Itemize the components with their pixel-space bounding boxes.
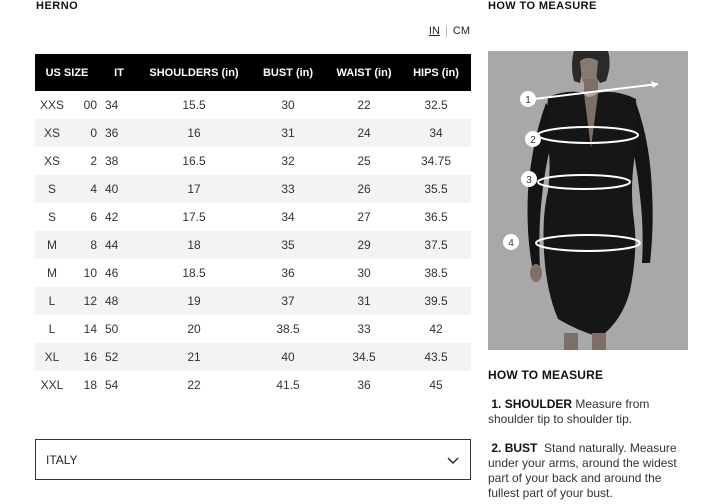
cell-us-size bbox=[35, 371, 99, 399]
step-shoulder bbox=[488, 397, 688, 427]
step-title: SHOULDER bbox=[504, 397, 573, 411]
cell-us-size bbox=[35, 259, 99, 287]
cell-shoulders: 16 bbox=[187, 126, 201, 140]
cell-us-size bbox=[35, 147, 99, 175]
cell-it-number: 54 bbox=[105, 378, 119, 392]
cell-it-code: 8 bbox=[90, 238, 97, 252]
svg-text:1: 1 bbox=[525, 95, 531, 106]
cell-us-size bbox=[35, 231, 99, 259]
cell-us-size bbox=[35, 175, 99, 203]
table-row bbox=[35, 203, 471, 231]
unit-in-link[interactable]: IN bbox=[428, 25, 440, 37]
cell-it-number: 52 bbox=[105, 350, 119, 364]
marker-1 bbox=[520, 91, 536, 107]
size-chart-body bbox=[35, 91, 471, 399]
how-to-measure-heading: HOW TO MEASURE bbox=[488, 368, 604, 382]
table-header-row bbox=[35, 54, 471, 91]
cell-bust: 36 bbox=[281, 266, 295, 280]
cell-hips: 37.5 bbox=[424, 238, 448, 252]
cell-bust: 41.5 bbox=[276, 378, 300, 392]
cell-it-number: 48 bbox=[105, 294, 119, 308]
country-select[interactable] bbox=[35, 439, 471, 480]
cell-waist: 36 bbox=[357, 378, 371, 392]
table-row bbox=[35, 343, 471, 371]
cell-us-size-text: M bbox=[47, 238, 57, 252]
table-row bbox=[35, 315, 471, 343]
cell-hips: 43.5 bbox=[424, 350, 448, 364]
cell-bust: 32 bbox=[281, 154, 295, 168]
cell-shoulders: 18.5 bbox=[182, 266, 206, 280]
cell-shoulders: 19 bbox=[187, 294, 201, 308]
cell-it-code: 4 bbox=[90, 182, 97, 196]
cell-hips: 36.5 bbox=[424, 210, 448, 224]
cell-us-size-text: M bbox=[47, 266, 57, 280]
marker-3 bbox=[521, 171, 537, 187]
cell-hips: 39.5 bbox=[424, 294, 448, 308]
cell-us-size-text: XXS bbox=[39, 98, 64, 112]
unit-toggle bbox=[429, 25, 470, 37]
cell-us-size-text: L bbox=[48, 294, 56, 308]
cell-shoulders: 15.5 bbox=[182, 98, 206, 112]
unit-divider bbox=[446, 26, 447, 37]
step-bust bbox=[488, 441, 688, 501]
cell-us-size-text: XS bbox=[43, 154, 60, 168]
cell-it-number: 46 bbox=[105, 266, 119, 280]
cell-us-size bbox=[35, 119, 99, 147]
cell-waist: 31 bbox=[357, 294, 371, 308]
table-row bbox=[35, 91, 471, 119]
header-it: IT bbox=[114, 66, 124, 79]
header-waist: WAIST (in) bbox=[336, 66, 392, 79]
cell-it-number: 34 bbox=[105, 98, 119, 112]
cell-it-code: 12 bbox=[83, 294, 97, 308]
cell-bust: 33 bbox=[281, 182, 295, 196]
step-number: 1. bbox=[491, 397, 502, 411]
cell-hips: 38.5 bbox=[424, 266, 448, 280]
header-shoulders: SHOULDERS (in) bbox=[149, 66, 239, 79]
table-row bbox=[35, 287, 471, 315]
table-row bbox=[35, 119, 471, 147]
step-text: Stand naturally. Measure under your arms, around the widest part of your back and around the fullest part of your bust. bbox=[488, 441, 677, 500]
unit-cm-link[interactable]: CM bbox=[452, 25, 470, 37]
cell-shoulders: 17.5 bbox=[182, 210, 206, 224]
cell-bust: 37 bbox=[281, 294, 295, 308]
table-row bbox=[35, 175, 471, 203]
cell-us-size-text: XS bbox=[43, 126, 60, 140]
table-row bbox=[35, 259, 471, 287]
table-row bbox=[35, 147, 471, 175]
table-row bbox=[35, 231, 471, 259]
cell-shoulders: 20 bbox=[187, 322, 201, 336]
svg-text:4: 4 bbox=[508, 238, 514, 249]
cell-it-number: 38 bbox=[105, 154, 119, 168]
cell-waist: 22 bbox=[357, 98, 371, 112]
cell-it-code: 6 bbox=[90, 210, 97, 224]
cell-it-number: 42 bbox=[105, 210, 119, 224]
cell-waist: 34.5 bbox=[352, 350, 376, 364]
cell-it-code: 00 bbox=[83, 98, 97, 112]
cell-it-code: 18 bbox=[83, 378, 97, 392]
step-text: Measure from shoulder tip to shoulder tip. bbox=[488, 397, 650, 426]
cell-hips: 34.75 bbox=[420, 154, 452, 168]
cell-shoulders: 17 bbox=[187, 182, 201, 196]
cell-it-code: 0 bbox=[90, 126, 97, 140]
cell-hips: 42 bbox=[429, 322, 443, 336]
cell-bust: 35 bbox=[281, 238, 295, 252]
cell-us-size-text: XXL bbox=[40, 378, 64, 392]
header-us-size: US SIZE bbox=[45, 66, 89, 79]
cell-it-code: 2 bbox=[90, 154, 97, 168]
marker-4 bbox=[503, 234, 519, 250]
cell-waist: 24 bbox=[357, 126, 371, 140]
cell-it-number: 44 bbox=[105, 238, 119, 252]
cell-shoulders: 21 bbox=[187, 350, 201, 364]
cell-bust: 31 bbox=[281, 126, 295, 140]
cell-hips: 35.5 bbox=[424, 182, 448, 196]
cell-it-code: 14 bbox=[83, 322, 97, 336]
chevron-down-icon bbox=[446, 455, 460, 465]
cell-waist: 27 bbox=[357, 210, 371, 224]
cell-shoulders: 18 bbox=[187, 238, 201, 252]
cell-waist: 30 bbox=[357, 266, 371, 280]
cell-us-size-text: S bbox=[47, 182, 56, 196]
cell-us-size-text: S bbox=[47, 210, 56, 224]
cell-hips: 32.5 bbox=[424, 98, 448, 112]
dress-model-illustration bbox=[488, 51, 688, 350]
cell-hips: 34 bbox=[429, 126, 443, 140]
cell-it-code: 16 bbox=[83, 350, 97, 364]
cell-waist: 26 bbox=[357, 182, 371, 196]
cell-it-number: 40 bbox=[105, 182, 119, 196]
measurement-figure bbox=[488, 51, 688, 350]
cell-waist: 29 bbox=[357, 238, 371, 252]
how-to-measure-heading-top: HOW TO MEASURE bbox=[488, 0, 597, 12]
svg-text:3: 3 bbox=[526, 175, 532, 186]
cell-us-size-text: L bbox=[48, 322, 56, 336]
cell-waist: 33 bbox=[357, 322, 371, 336]
brand-name: HERNO bbox=[36, 0, 79, 12]
cell-it-number: 36 bbox=[105, 126, 119, 140]
step-number: 2. bbox=[491, 441, 502, 455]
cell-shoulders: 22 bbox=[187, 378, 201, 392]
svg-text:2: 2 bbox=[530, 135, 536, 146]
cell-us-size bbox=[35, 287, 99, 315]
cell-bust: 40 bbox=[281, 350, 295, 364]
cell-bust: 34 bbox=[281, 210, 295, 224]
marker-2 bbox=[525, 131, 541, 147]
step-title: BUST bbox=[504, 441, 538, 455]
table-row bbox=[35, 371, 471, 399]
country-select-value: ITALY bbox=[46, 452, 78, 467]
cell-us-size bbox=[35, 343, 99, 371]
cell-us-size bbox=[35, 91, 99, 119]
cell-shoulders: 16.5 bbox=[182, 154, 206, 168]
header-hips: HIPS (in) bbox=[413, 66, 459, 79]
cell-us-size bbox=[35, 315, 99, 343]
cell-waist: 25 bbox=[357, 154, 371, 168]
cell-hips: 45 bbox=[429, 378, 443, 392]
header-bust: BUST (in) bbox=[262, 66, 314, 79]
cell-us-size-text: XL bbox=[44, 350, 60, 364]
cell-bust: 30 bbox=[281, 98, 295, 112]
cell-us-size bbox=[35, 203, 99, 231]
cell-bust: 38.5 bbox=[276, 322, 300, 336]
cell-it-code: 10 bbox=[83, 266, 97, 280]
size-chart-table bbox=[35, 54, 471, 399]
cell-it-number: 50 bbox=[105, 322, 119, 336]
